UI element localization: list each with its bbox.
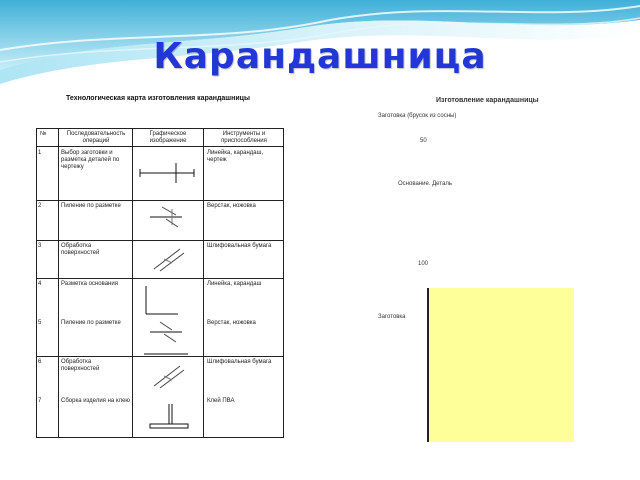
header-tools: Инструменты и приспособления xyxy=(221,131,267,144)
row-7-num: 7 xyxy=(38,398,42,404)
sketch-sanding xyxy=(150,245,190,275)
row-1-num: 1 xyxy=(38,150,42,156)
sketch-base-marking xyxy=(142,284,182,318)
label-blank: Заготовка xyxy=(378,314,406,320)
slide-title: Карандашница xyxy=(153,36,487,77)
drawing-title: Изготовление карандашницы xyxy=(436,97,539,104)
row-1-tools: Линейка, карандаш, чертеж xyxy=(207,150,264,163)
table-line xyxy=(36,128,37,438)
row-2-tools: Верстак, ножовка xyxy=(207,203,256,209)
row-4-num: 4 xyxy=(38,281,42,287)
table-line xyxy=(36,278,284,279)
sketch-assembly xyxy=(146,402,192,432)
blank-drawing-panel xyxy=(427,288,574,442)
row-4-operation: Разметка основания xyxy=(61,281,118,287)
header-operation: Последовательность операций xyxy=(66,131,126,144)
table-line xyxy=(36,437,284,438)
row-2-operation: Пиление по разметке xyxy=(61,203,121,209)
row-6-num: 6 xyxy=(38,359,42,365)
table-line xyxy=(203,128,204,438)
row-5-operation: Пиление по разметке xyxy=(61,320,121,326)
sketch-sanding-2 xyxy=(150,362,190,392)
row-7-tools: Клей ПВА xyxy=(207,398,235,404)
row-7-operation: Сборка изделия на клею xyxy=(61,398,130,404)
table-line xyxy=(283,128,284,438)
row-5-tools: Верстак, ножовка xyxy=(207,320,256,326)
table-line xyxy=(36,200,284,201)
row-2-num: 2 xyxy=(38,203,42,209)
sketch-sawing xyxy=(148,205,188,235)
table-line xyxy=(36,146,284,147)
table-line xyxy=(36,240,284,241)
header-sketch: Графическое изображение xyxy=(149,131,187,144)
row-3-operation: Обработка поверхностей xyxy=(61,243,100,256)
drawing-subtitle: Заготовка (брусок из сосны) xyxy=(378,113,457,119)
sketch-marking xyxy=(138,155,198,185)
table-line xyxy=(58,128,59,438)
header-num: № xyxy=(40,131,47,137)
table-line xyxy=(132,128,133,438)
row-6-tools: Шлифовальная бумага xyxy=(207,359,272,365)
row-5-num: 5 xyxy=(38,320,42,326)
dimension-top: 50 xyxy=(420,138,427,144)
label-base: Основание. Деталь xyxy=(398,181,452,187)
dimension-mid: 100 xyxy=(418,261,429,267)
row-6-operation: Обработка поверхностей xyxy=(61,359,100,372)
tech-card-title: Технологическая карта изготовления карандашницы xyxy=(66,95,250,102)
row-1-operation: Выбор заготовки и разметка деталей по чертежу xyxy=(61,150,120,170)
table-line xyxy=(36,128,284,129)
row-3-tools: Шлифовальная бумага xyxy=(207,243,272,249)
row-4-tools: Линейка, карандаш xyxy=(207,281,262,287)
row-3-num: 3 xyxy=(38,243,42,249)
sketch-sawing-2 xyxy=(142,320,190,358)
